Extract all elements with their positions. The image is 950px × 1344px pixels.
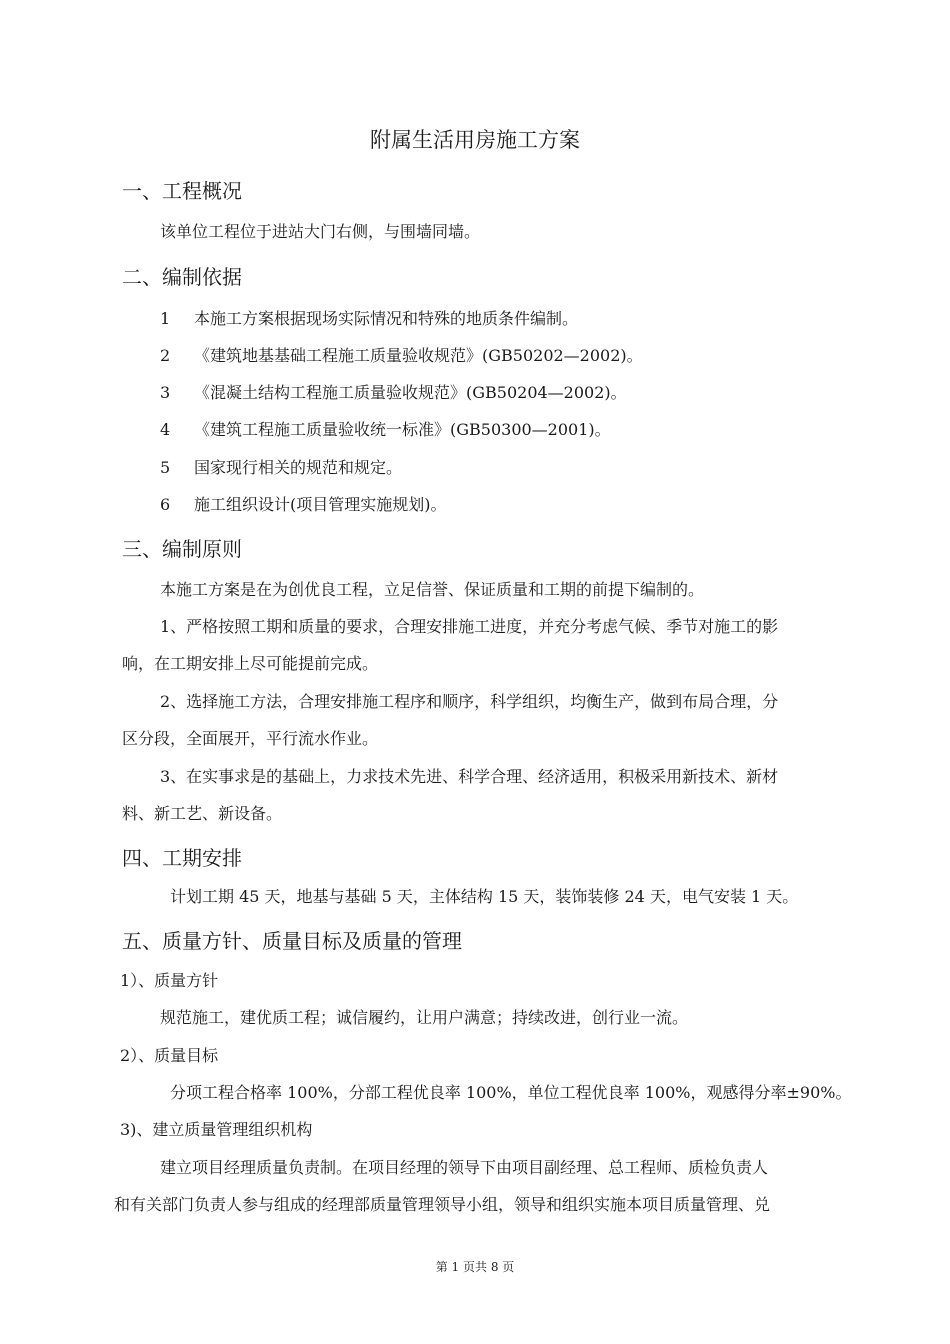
- paragraph: 计划工期 45 天，地基与基础 5 天，主体结构 15 天，装饰装修 24 天，电气安装 1 天。: [170, 887, 799, 906]
- list-item-text: 《建筑地基基础工程施工质量验收规范》(GB50202—2002)。: [194, 346, 643, 365]
- list-item-number: 2: [160, 346, 171, 365]
- paragraph: 1、严格按照工期和质量的要求，合理安排施工进度，并充分考虑气候、季节对施工的影: [160, 617, 779, 636]
- paragraph-continuation: 区分段，全面展开，平行流水作业。: [122, 729, 379, 748]
- list-item: [160, 455, 402, 478]
- subheading: 3)、建立质量管理组织机构: [120, 1120, 313, 1139]
- list-item: [160, 417, 611, 440]
- paragraph: 建立项目经理质量负责制。在项目经理的领导下由项目副经理、总工程师、质检负责人: [160, 1158, 769, 1177]
- paragraph: 规范施工，建优质工程；诚信履约，让用户满意；持续改进，创行业一流。: [160, 1008, 689, 1027]
- subheading: 2）、质量目标: [120, 1046, 219, 1065]
- list-item-number: 4: [160, 420, 171, 439]
- list-item-text: 《建筑工程施工质量验收统一标准》(GB50300—2001)。: [194, 420, 611, 439]
- paragraph: 2、选择施工方法，合理安排施工程序和顺序，科学组织，均衡生产，做到布局合理，分: [160, 692, 779, 711]
- list-item: [160, 306, 578, 329]
- list-item-number: 3: [160, 383, 171, 402]
- list-item: [160, 492, 447, 515]
- paragraph: 3、在实事求是的基础上，力求技术先进、科学合理、经济适用，积极采用新技术、新材: [160, 767, 779, 786]
- page-footer: 第 1 页共 8 页: [435, 1260, 515, 1274]
- list-item: [160, 343, 643, 366]
- section-heading-3: 三、编制原则: [122, 537, 242, 561]
- list-item-number: 6: [160, 495, 171, 514]
- list-item-text: 国家现行相关的规范和规定。: [194, 458, 403, 477]
- section-heading-2: 二、编制依据: [122, 265, 242, 289]
- list-item-number: 1: [160, 309, 171, 328]
- section-heading-1: 一、工程概况: [122, 179, 242, 203]
- list-item: [160, 380, 627, 403]
- paragraph: 本施工方案是在为创优良工程，立足信誉、保证质量和工期的前提下编制的。: [160, 580, 705, 599]
- section-heading-5: 五、质量方针、质量目标及质量的管理: [122, 929, 462, 953]
- list-item-text: 《混凝土结构工程施工质量验收规范》(GB50204—2002)。: [194, 383, 627, 402]
- list-item-text: 本施工方案根据现场实际情况和特殊的地质条件编制。: [194, 309, 579, 328]
- list-item-number: 5: [160, 458, 171, 477]
- subheading: 1）、质量方针: [120, 971, 219, 990]
- paragraph-continuation: 响，在工期安排上尽可能提前完成。: [122, 654, 379, 673]
- paragraph-continuation: 料、新工艺、新设备。: [122, 804, 283, 823]
- document-title: 附属生活用房施工方案: [370, 128, 580, 152]
- paragraph: 该单位工程位于进站大门右侧，与围墙同墙。: [160, 222, 481, 241]
- paragraph: 分项工程合格率 100%，分部工程优良率 100%，单位工程优良率 100%，观感得分率±90%。: [170, 1083, 852, 1102]
- paragraph-continuation: 和有关部门负责人参与组成的经理部质量管理领导小组，领导和组织实施本项目质量管理、兑: [114, 1195, 771, 1214]
- list-item-text: 施工组织设计(项目管理实施规划)。: [194, 495, 447, 514]
- section-heading-4: 四、工期安排: [122, 846, 242, 870]
